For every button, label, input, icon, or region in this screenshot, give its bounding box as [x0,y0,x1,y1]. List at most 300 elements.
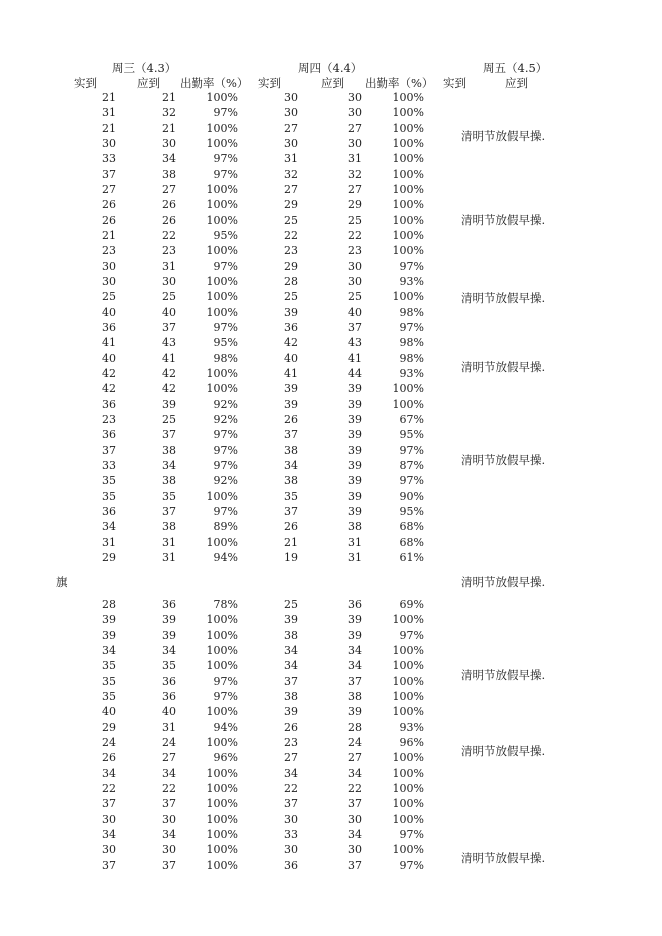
cell-thu-expected: 39 [348,443,362,457]
table-row [0,459,662,474]
cell-wed-actual: 42 [102,366,116,380]
cell-wed-rate: 100% [206,858,238,872]
cell-wed-rate: 98% [213,351,238,365]
cell-wed-expected: 42 [162,382,176,396]
header-wed-rate: 出勤率（%） [180,76,249,90]
cell-wed-actual: 37 [102,858,116,872]
cell-wed-rate: 100% [206,628,238,642]
cell-thu-rate: 68% [399,520,424,534]
cell-thu-actual: 39 [284,382,298,396]
cell-thu-expected: 38 [348,520,362,534]
table-row [0,260,662,275]
cell-thu-expected: 30 [348,91,362,104]
cell-thu-actual: 19 [284,550,298,564]
cell-wed-rate: 100% [206,136,238,150]
cell-thu-actual: 28 [284,274,298,288]
table-row [0,659,662,674]
cell-wed-rate: 92% [213,397,238,411]
cell-thu-actual: 37 [284,428,298,442]
cell-wed-actual: 26 [102,213,116,227]
cell-wed-rate: 97% [213,689,238,703]
cell-wed-rate: 97% [213,152,238,166]
cell-thu-rate: 98% [399,336,424,350]
table-row [0,413,662,428]
cell-wed-expected: 39 [162,628,176,642]
cell-wed-expected: 35 [162,659,176,673]
cell-wed-rate: 100% [206,366,238,380]
table-row [0,444,662,459]
cell-thu-actual: 39 [284,305,298,319]
cell-wed-actual: 30 [102,843,116,857]
cell-wed-rate: 100% [206,182,238,196]
cell-thu-actual: 29 [284,198,298,212]
table-row [0,229,662,244]
header-fri-actual: 实到 [443,76,466,90]
cell-thu-rate: 100% [392,182,424,196]
table-row [0,690,662,705]
cell-wed-expected: 22 [162,781,176,795]
header-wed-actual: 实到 [74,76,97,90]
cell-thu-expected: 27 [348,182,362,196]
cell-thu-rate: 100% [392,766,424,780]
cell-thu-actual: 30 [284,106,298,120]
cell-thu-actual: 30 [284,136,298,150]
cell-thu-rate: 97% [399,474,424,488]
cell-wed-expected: 31 [162,720,176,734]
cell-wed-expected: 38 [162,167,176,181]
table-row [0,474,662,489]
table-row [0,797,662,812]
cell-wed-actual: 33 [102,152,116,166]
cell-wed-expected: 34 [162,827,176,841]
cell-wed-actual: 30 [102,812,116,826]
cell-wed-rate: 100% [206,797,238,811]
cell-thu-actual: 27 [284,751,298,765]
cell-wed-rate: 100% [206,382,238,396]
cell-wed-actual: 37 [102,167,116,181]
cell-thu-actual: 26 [284,412,298,426]
cell-wed-actual: 29 [102,720,116,734]
cell-wed-actual: 22 [102,781,116,795]
friday-holiday-note: 清明节放假早操. [461,453,546,467]
cell-thu-rate: 67% [399,412,424,426]
table-row [0,859,662,874]
cell-thu-expected: 39 [348,412,362,426]
cell-wed-rate: 100% [206,91,238,104]
cell-thu-rate: 97% [399,628,424,642]
cell-thu-expected: 34 [348,659,362,673]
cell-thu-actual: 25 [284,290,298,304]
cell-wed-expected: 43 [162,336,176,350]
cell-wed-expected: 37 [162,797,176,811]
table-row [0,290,662,305]
table-row [0,613,662,628]
cell-wed-expected: 38 [162,520,176,534]
cell-thu-expected: 39 [348,382,362,396]
table-row [0,782,662,797]
table-row [0,751,662,766]
cell-wed-actual: 41 [102,336,116,350]
cell-thu-actual: 39 [284,397,298,411]
cell-wed-actual: 34 [102,827,116,841]
header-thu-rate: 出勤率（%） [365,76,434,90]
cell-thu-expected: 32 [348,167,362,181]
cell-wed-actual: 31 [102,106,116,120]
cell-wed-actual: 37 [102,797,116,811]
cell-wed-rate: 100% [206,198,238,212]
cell-thu-actual: 40 [284,351,298,365]
table-row [0,828,662,843]
cell-wed-rate: 94% [213,720,238,734]
cell-wed-actual: 37 [102,443,116,457]
cell-thu-rate: 97% [399,320,424,334]
cell-thu-expected: 30 [348,274,362,288]
cell-thu-actual: 34 [284,766,298,780]
cell-thu-rate: 100% [392,382,424,396]
cell-wed-expected: 25 [162,412,176,426]
cell-thu-actual: 23 [284,244,298,258]
header-thu-title: 周四（4.4） [298,61,363,75]
table-row [0,598,662,613]
cell-thu-actual: 34 [284,458,298,472]
table-row [0,629,662,644]
cell-thu-rate: 100% [392,198,424,212]
cell-wed-actual: 24 [102,735,116,749]
cell-wed-actual: 33 [102,458,116,472]
cell-wed-expected: 24 [162,735,176,749]
cell-thu-expected: 22 [348,228,362,242]
cell-wed-actual: 27 [102,182,116,196]
cell-thu-actual: 30 [284,812,298,826]
cell-wed-expected: 34 [162,152,176,166]
cell-wed-expected: 40 [162,705,176,719]
section-label-flag: 旗 [56,575,68,589]
cell-wed-rate: 97% [213,320,238,334]
cell-thu-expected: 34 [348,827,362,841]
table-row [0,168,662,183]
cell-thu-actual: 38 [284,474,298,488]
table-row [0,382,662,397]
cell-thu-expected: 39 [348,489,362,503]
friday-holiday-note: 清明节放假早操. [461,213,546,227]
cell-wed-expected: 37 [162,428,176,442]
friday-holiday-note: 清明节放假早操. [461,129,546,143]
header-wed-expected: 应到 [137,76,160,90]
cell-thu-expected: 30 [348,259,362,273]
cell-thu-actual: 33 [284,827,298,841]
table-row [0,551,662,566]
cell-wed-rate: 100% [206,659,238,673]
cell-wed-expected: 42 [162,366,176,380]
cell-thu-expected: 36 [348,598,362,611]
cell-thu-actual: 35 [284,489,298,503]
table-row [0,705,662,720]
cell-wed-expected: 36 [162,598,176,611]
cell-thu-expected: 39 [348,705,362,719]
table-row [0,152,662,167]
cell-thu-actual: 36 [284,858,298,872]
cell-thu-expected: 39 [348,504,362,518]
cell-wed-actual: 21 [102,228,116,242]
cell-thu-actual: 37 [284,504,298,518]
table-row [0,306,662,321]
cell-thu-expected: 27 [348,121,362,135]
table-row [0,721,662,736]
cell-wed-actual: 30 [102,136,116,150]
table-row [0,91,662,106]
cell-wed-actual: 39 [102,613,116,627]
cell-wed-expected: 21 [162,121,176,135]
cell-thu-rate: 100% [392,689,424,703]
cell-thu-rate: 100% [392,213,424,227]
cell-thu-actual: 26 [284,720,298,734]
cell-wed-actual: 39 [102,628,116,642]
cell-thu-rate: 100% [392,152,424,166]
cell-wed-rate: 97% [213,443,238,457]
cell-wed-rate: 100% [206,244,238,258]
cell-thu-actual: 30 [284,91,298,104]
cell-wed-rate: 100% [206,121,238,135]
table-row [0,675,662,690]
cell-wed-actual: 42 [102,382,116,396]
cell-wed-actual: 30 [102,259,116,273]
cell-wed-rate: 78% [213,598,238,611]
header-thu-actual: 实到 [258,76,281,90]
cell-thu-expected: 38 [348,689,362,703]
cell-wed-expected: 23 [162,244,176,258]
cell-thu-expected: 39 [348,397,362,411]
cell-wed-expected: 38 [162,474,176,488]
cell-wed-expected: 34 [162,766,176,780]
cell-wed-rate: 100% [206,274,238,288]
cell-wed-actual: 40 [102,705,116,719]
header-fri-expected: 应到 [505,76,528,90]
cell-wed-rate: 97% [213,106,238,120]
cell-thu-rate: 100% [392,705,424,719]
cell-thu-expected: 30 [348,136,362,150]
cell-thu-actual: 25 [284,213,298,227]
cell-thu-actual: 42 [284,336,298,350]
cell-thu-actual: 30 [284,843,298,857]
cell-thu-rate: 95% [399,504,424,518]
friday-holiday-note: 清明节放假早操. [461,744,546,758]
table-row [0,321,662,336]
table-row [0,352,662,367]
cell-thu-expected: 29 [348,198,362,212]
cell-thu-expected: 37 [348,858,362,872]
table-row [0,198,662,213]
table-row [0,644,662,659]
cell-thu-expected: 39 [348,613,362,627]
cell-wed-rate: 95% [213,228,238,242]
table-row [0,505,662,520]
cell-wed-expected: 30 [162,843,176,857]
cell-thu-rate: 100% [392,167,424,181]
cell-thu-expected: 27 [348,751,362,765]
cell-wed-expected: 22 [162,228,176,242]
cell-wed-expected: 36 [162,689,176,703]
cell-wed-actual: 29 [102,550,116,564]
cell-thu-actual: 23 [284,735,298,749]
cell-wed-rate: 100% [206,643,238,657]
cell-wed-rate: 97% [213,428,238,442]
cell-wed-actual: 35 [102,674,116,688]
cell-wed-actual: 34 [102,766,116,780]
cell-wed-rate: 92% [213,474,238,488]
cell-thu-rate: 93% [399,366,424,380]
cell-thu-expected: 30 [348,106,362,120]
table-row [0,520,662,535]
cell-thu-rate: 61% [399,550,424,564]
cell-thu-rate: 100% [392,397,424,411]
cell-thu-expected: 43 [348,336,362,350]
friday-holiday-note: 清明节放假早操. [461,851,546,865]
cell-wed-expected: 38 [162,443,176,457]
cell-wed-expected: 31 [162,550,176,564]
cell-wed-expected: 27 [162,182,176,196]
cell-wed-expected: 30 [162,812,176,826]
cell-wed-expected: 30 [162,136,176,150]
cell-wed-actual: 34 [102,520,116,534]
table-row [0,813,662,828]
cell-thu-expected: 40 [348,305,362,319]
cell-wed-rate: 100% [206,812,238,826]
cell-wed-actual: 35 [102,474,116,488]
cell-wed-rate: 100% [206,613,238,627]
cell-thu-rate: 100% [392,674,424,688]
header-fri-title: 周五（4.5） [483,61,548,75]
cell-thu-actual: 34 [284,659,298,673]
cell-thu-expected: 31 [348,535,362,549]
cell-thu-rate: 100% [392,797,424,811]
cell-wed-rate: 100% [206,213,238,227]
friday-holiday-note: 清明节放假早操. [461,360,546,374]
cell-wed-expected: 32 [162,106,176,120]
table-row [0,275,662,290]
cell-thu-rate: 93% [399,720,424,734]
cell-thu-actual: 27 [284,182,298,196]
cell-thu-rate: 96% [399,735,424,749]
cell-wed-rate: 100% [206,827,238,841]
cell-wed-expected: 21 [162,91,176,104]
cell-wed-rate: 100% [206,735,238,749]
cell-wed-rate: 100% [206,305,238,319]
cell-wed-rate: 100% [206,489,238,503]
cell-thu-actual: 38 [284,443,298,457]
cell-wed-actual: 30 [102,274,116,288]
cell-thu-rate: 100% [392,659,424,673]
cell-wed-actual: 21 [102,91,116,104]
cell-wed-expected: 40 [162,305,176,319]
cell-wed-actual: 23 [102,412,116,426]
cell-wed-actual: 26 [102,198,116,212]
cell-thu-expected: 34 [348,643,362,657]
cell-wed-expected: 39 [162,397,176,411]
cell-wed-expected: 36 [162,674,176,688]
cell-wed-actual: 31 [102,535,116,549]
cell-thu-expected: 31 [348,550,362,564]
cell-thu-actual: 26 [284,520,298,534]
cell-wed-actual: 40 [102,305,116,319]
cell-thu-rate: 98% [399,351,424,365]
friday-holiday-note: 清明节放假早操. [461,575,546,589]
table-row [0,843,662,858]
table-row [0,736,662,751]
cell-thu-actual: 22 [284,781,298,795]
cell-wed-expected: 39 [162,613,176,627]
cell-wed-actual: 36 [102,428,116,442]
header-wed-title: 周三（4.3） [112,61,177,75]
cell-thu-rate: 100% [392,843,424,857]
cell-thu-expected: 23 [348,244,362,258]
cell-wed-rate: 94% [213,550,238,564]
cell-wed-rate: 97% [213,504,238,518]
cell-wed-rate: 100% [206,766,238,780]
cell-thu-rate: 97% [399,443,424,457]
cell-thu-actual: 37 [284,797,298,811]
cell-thu-expected: 37 [348,797,362,811]
cell-thu-rate: 95% [399,428,424,442]
cell-thu-actual: 39 [284,613,298,627]
cell-wed-expected: 34 [162,643,176,657]
friday-holiday-note: 清明节放假早操. [461,668,546,682]
cell-thu-expected: 39 [348,458,362,472]
cell-wed-actual: 21 [102,121,116,135]
cell-thu-expected: 34 [348,766,362,780]
table-row [0,137,662,152]
cell-thu-rate: 100% [392,91,424,104]
cell-thu-expected: 25 [348,290,362,304]
table-row [0,244,662,259]
table-row [0,398,662,413]
cell-wed-expected: 37 [162,320,176,334]
cell-thu-actual: 32 [284,167,298,181]
cell-thu-actual: 29 [284,259,298,273]
cell-wed-rate: 97% [213,259,238,273]
cell-wed-actual: 35 [102,659,116,673]
cell-wed-actual: 36 [102,397,116,411]
cell-wed-expected: 37 [162,858,176,872]
cell-wed-rate: 96% [213,751,238,765]
cell-thu-actual: 22 [284,228,298,242]
cell-thu-rate: 100% [392,812,424,826]
cell-thu-rate: 69% [399,598,424,611]
cell-thu-actual: 25 [284,598,298,611]
table-row [0,106,662,121]
friday-holiday-note: 清明节放假早操. [461,291,546,305]
cell-wed-actual: 25 [102,290,116,304]
cell-wed-expected: 25 [162,290,176,304]
cell-thu-actual: 34 [284,643,298,657]
cell-thu-rate: 97% [399,858,424,872]
cell-thu-actual: 36 [284,320,298,334]
cell-thu-actual: 21 [284,535,298,549]
cell-thu-expected: 39 [348,628,362,642]
cell-wed-expected: 31 [162,535,176,549]
cell-wed-actual: 40 [102,351,116,365]
cell-thu-rate: 93% [399,274,424,288]
cell-thu-rate: 87% [399,458,424,472]
cell-thu-expected: 39 [348,474,362,488]
cell-thu-expected: 37 [348,674,362,688]
cell-wed-expected: 27 [162,751,176,765]
cell-wed-expected: 34 [162,458,176,472]
cell-wed-rate: 100% [206,705,238,719]
cell-thu-actual: 39 [284,705,298,719]
cell-wed-expected: 41 [162,351,176,365]
cell-wed-actual: 23 [102,244,116,258]
table-row [0,183,662,198]
